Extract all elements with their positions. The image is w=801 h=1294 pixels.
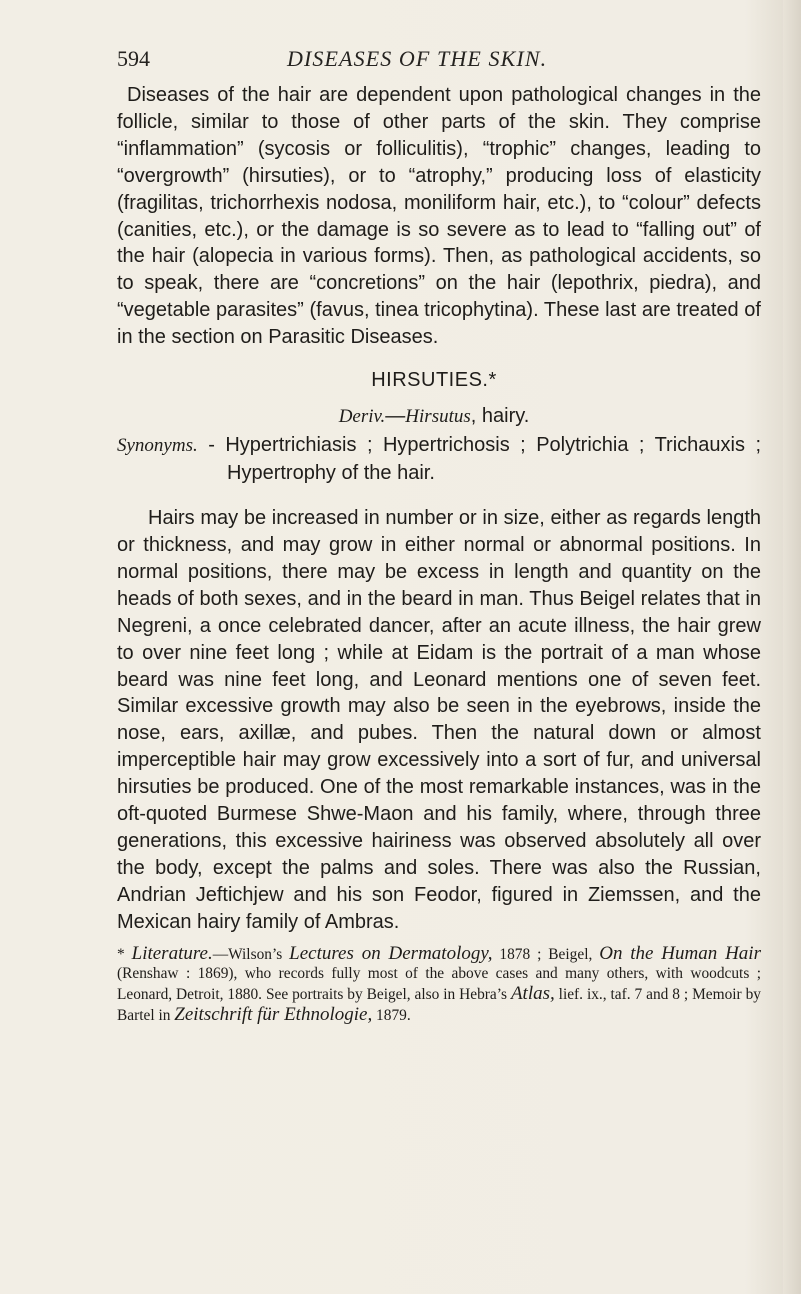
derivation-text: —Hirsutus, hairy. xyxy=(385,405,530,428)
footnote-lectures-title: Lectures on Dermatology, xyxy=(289,942,493,964)
synonyms-label: Synonyms. xyxy=(117,435,198,457)
footnote-atlas-title: Atlas, xyxy=(510,983,555,1005)
page-number: 594 xyxy=(117,46,150,71)
footnote-mark: * xyxy=(117,945,125,963)
main-text xyxy=(117,82,761,1026)
section-title: HIRSUTIES.* xyxy=(371,369,497,392)
footnote-text-4: lief. ix., taf. 7 and 8 ; Memoir by Bartel in xyxy=(117,986,761,1024)
derivation-label: Deriv. xyxy=(338,406,386,428)
footnote-beigel-title: On the Human Hair xyxy=(599,942,761,964)
footnote xyxy=(117,944,761,1026)
running-head: DISEASES OF THE SKIN. xyxy=(287,46,548,71)
page-header xyxy=(117,45,757,73)
footnote-text-1: —Wilson’s xyxy=(212,945,290,963)
derivation-latin: Hirsutus xyxy=(405,406,471,428)
synonyms-text: - Hypertrichiasis ; Hypertrichosis ; Polytrichia ; Trichauxis ; Hypertrophy of the hair. xyxy=(208,434,762,484)
footnote-journal-title: Zeitschrift für Ethnologie, xyxy=(174,1003,373,1025)
footnote-text-2: 1878 ; Beigel, xyxy=(492,945,600,963)
footnote-literature-label: Literature. xyxy=(131,942,213,964)
synonyms-line xyxy=(117,432,761,486)
footnote-text-5: 1879. xyxy=(372,1006,411,1024)
derivation-line xyxy=(117,403,761,430)
footnote-text-3: (Renshaw : 1869), who records fully most of the above cases and many others, with woodcuts ; Leonard, Detroit, 1880. See portraits by Beigel, also in Hebra’s xyxy=(117,965,761,1004)
intro-paragraph: Diseases of the hair are dependent upon pathological changes in the follicle, similar to those of other parts of the skin. They comprise “inflammation” (sycosis or folliculitis), “trophic” changes, leading to “overgrowth” (hirsuties), or to “atrophy,” producing loss of elasticity (fragilitas, trichorrhexis nodosa, moniliform hair, etc.), to “colour” defects (canities, etc.), or the damage is so severe as to lead to “falling out” of the hair (alopecia in various forms). Then, as pathological accidents, so to speak, there are “concretions” on the hair (lepothrix, piedra), and “vegetable parasites” (favus, tinea tricophytina). These last are treated of in the section on Parasitic Diseases. xyxy=(117,84,761,349)
body-paragraph: Hairs may be increased in number or in size, either as regards length or thickness, and may grow in either normal or abnormal positions. In normal positions, there may be excess in length and quantity on the heads of both sexes, and in the beard in man. Thus Beigel relates that in Negreni, a once celebrated dancer, after an acute illness, the hair grew to over nine feet long ; while at Eidam is the portrait of a man whose beard was nine feet long, and Leonard mentions one of seven feet. Similar excessive growth may also be seen in the eyebrows, inside the nose, ears, axillæ, and pubes. Then the natural down or almost imperceptible hair may grow excessively into a sort of fur, and universal hirsuties be produced. One of the most remarkable instances, was in the oft-quoted Burmese Shwe-Maon and his family, where, through three generations, this excessive hairiness was observed absolutely all over the body, except the palms and soles. There was also the Russian, Andrian Jeftichjew and his son Feodor, figured in Ziemssen, and the Mexican hairy family of Ambras. xyxy=(117,507,761,933)
page-edge xyxy=(783,0,801,1294)
